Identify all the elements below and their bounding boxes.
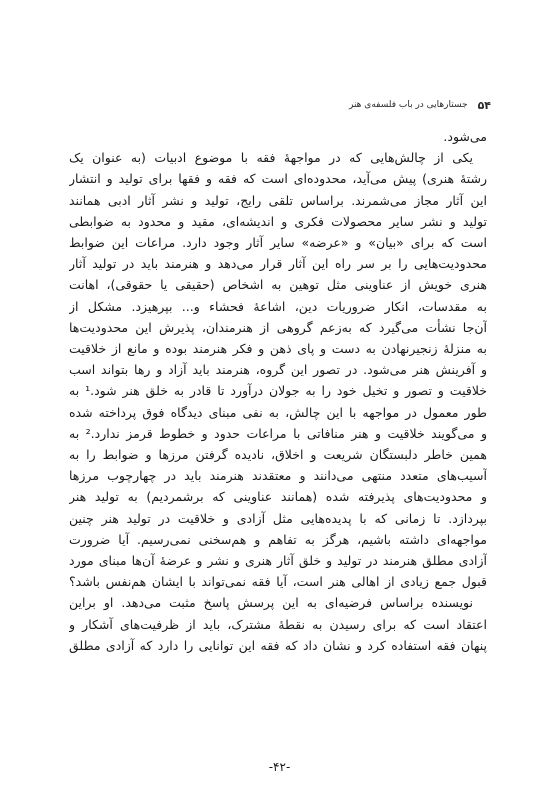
body-line: اعتقاد است که برای رسیدن به نقطۀ مشترک، باید از ظرفیت‌های آشکار و bbox=[69, 616, 487, 632]
header-title: جستارهایی در باب فلسفه‌ی هنر bbox=[348, 100, 468, 110]
body-line: به منزلۀ زنجیرنهادن به دست و پای ذهن و فکر هنرمند بوده و مانع از خلاقیت bbox=[69, 341, 487, 357]
body-line: می‌شود. bbox=[443, 129, 487, 144]
body-line: نویسنده براساس فرضیه‌ای به این پرسش پاسخ مثبت می‌دهد. او براین bbox=[69, 595, 473, 611]
body-text bbox=[69, 126, 487, 656]
body-line: آن‌جا نشأت می‌گیرد که به‌زعم گروهی از هنرمندان، پذیرش این محدودیت‌ها bbox=[69, 319, 487, 335]
running-header bbox=[61, 98, 491, 112]
body-line: یکی از چالش‌هایی که در مواجهۀ فقه با موضوع ادبیات (به عنوان یک bbox=[69, 150, 473, 166]
body-line: رشتۀ هنری) پیش می‌آید، محدوده‌ای است که فقه و فقها برای تولید و انتشار bbox=[69, 171, 487, 187]
body-line: بپردازد. تا زمانی که با پدیده‌هایی مثل آزادی و خلاقیت در تولید هنر چنین bbox=[69, 510, 487, 526]
body-line: آسیب‌های متعدد منتهی می‌دانند و معتقدند هنرمند باید در چهارچوب مرزها bbox=[69, 468, 487, 484]
body-line: محدودیت‌هایی را بر سر راه این آثار قرار می‌دهد و هنرمند باید در تولید آثار bbox=[69, 256, 487, 272]
header-page-marker: ۵۴ bbox=[477, 98, 491, 112]
body-line: و محدودیت‌های پذیرفته شده (همانند عناوینی که برشمردیم) به تولید هنر bbox=[69, 489, 487, 505]
body-line: خلاقیت و تصور و تخیل خود را به جولان درآورد تا قادر به خلق هنر شود.¹ به bbox=[69, 383, 487, 399]
body-line: به مقدسات، انکار ضروریات دین، اشاعۀ فحشاء و... بپرهیزد. مشکل از bbox=[69, 298, 487, 314]
body-line: است که برای «بیان» و «عرضه» سایر آثار وجود دارد. مراعات این ضوابط bbox=[69, 235, 487, 251]
body-line: مواجهه‌ای داشته باشیم، هرگز به تفاهم و هم‌سخنی نمی‌رسیم. آیا ضرورت bbox=[69, 531, 487, 547]
body-line: این آثار مجاز می‌شمرند. براساس تلقی رایج، تولید و نشر آثار ادبی همانند bbox=[69, 192, 487, 208]
body-line: پنهان فقه استفاده کرد و نشان داد که فقه این توانایی را دارد که آزادی مطلق bbox=[69, 637, 487, 653]
body-line: و می‌گویند خلاقیت و هنر منافاتی با مراعات حدود و خطوط قرمز ندارد.² به bbox=[69, 425, 487, 441]
body-line: همین خاطر دلبستگان شریعت و اخلاق، نادیده گرفتن مرزها و ضوابط را به bbox=[69, 447, 487, 463]
body-line: تولید و نشر سایر محصولات فکری و اندیشه‌ای، مقید و محدود به ضوابطی bbox=[69, 213, 487, 229]
body-line: و آفرینش هنر می‌شود. در تصور این گروه، هنرمند باید آزاد و رها بتواند اسب bbox=[69, 362, 487, 378]
body-line: طور معمول در مواجهه با این چالش، به نفی مبنای دیدگاه فوق پرداخته شده bbox=[69, 404, 487, 420]
body-line: هنری خویش از عناوینی مثل توهین به اشخاص (حقیقی یا حقوقی)، اهانت bbox=[69, 277, 487, 293]
page-number: -۴۲- bbox=[268, 760, 291, 774]
body-line: قبول جمع زیادی از اهالی هنر است، آیا فقه نمی‌تواند با ایشان هم‌نفس باشد؟ bbox=[69, 574, 487, 590]
body-line: آزادی مطلق هنرمند در تولید و خلق آثار هنری و نشر و عرضۀ آن‌ها مبنای مورد bbox=[69, 553, 487, 569]
